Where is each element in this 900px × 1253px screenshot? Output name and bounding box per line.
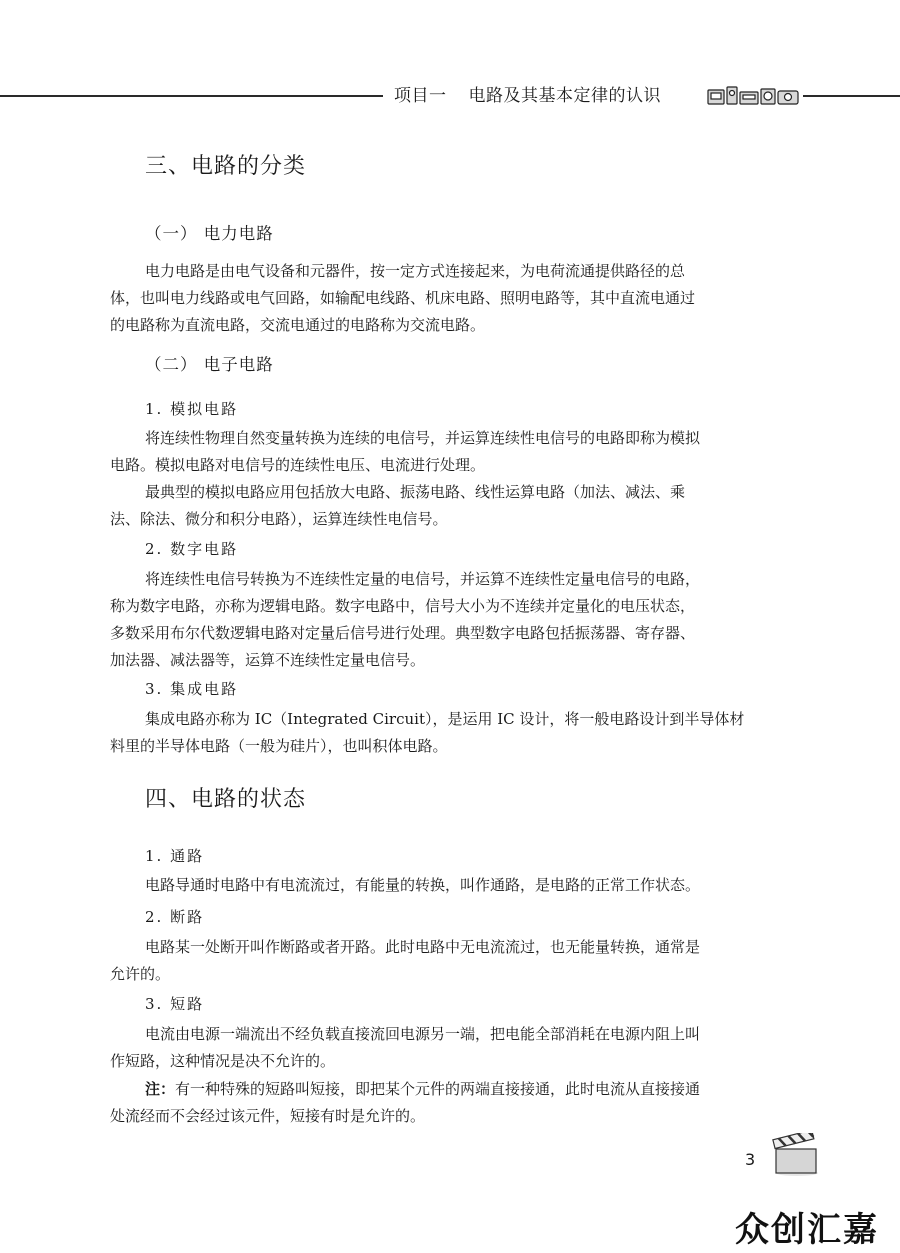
text-line: 作短路，这种情况是决不允许的。 [110, 1052, 336, 1070]
item-title-short-circuit: 3. 短路 [145, 995, 205, 1013]
paragraph-analog-1 [110, 425, 790, 479]
paragraph-ic [110, 706, 790, 760]
text-line: 多数采用布尔代数逻辑电路对定量后信号进行处理。典型数字电路包括振荡器、寄存器、 [110, 624, 696, 642]
item-title-open-circuit: 2. 断路 [145, 908, 205, 926]
section-title-states: 四、电路的状态 [145, 787, 307, 812]
note-paragraph [110, 1076, 790, 1130]
header-rule-right [803, 95, 900, 97]
paragraph-open-circuit [110, 934, 790, 988]
section-title-classification: 三、电路的分类 [145, 154, 307, 179]
header-equipment-icons [706, 84, 800, 108]
item-title-closed-circuit: 1. 通路 [145, 847, 205, 865]
text-line: 电力电路是由电气设备和元器件，按一定方式连接起来，为电荷流通提供路径的总 [145, 262, 686, 280]
text-line [110, 1076, 790, 1103]
paragraph-power-circuit [110, 258, 790, 339]
text-line: 加法器、减法器等，运算不连续性定量电信号。 [110, 651, 426, 669]
watermark-logo: 众创汇嘉 [735, 1210, 879, 1250]
text-line: 将连续性物理自然变量转换为连续的电信号，并运算连续性电信号的电路即称为模拟 [145, 429, 701, 447]
header-chapter: 电路及其基本定律的认识 [468, 86, 661, 106]
paragraph-analog-2 [110, 479, 790, 533]
text-line: 处流经而不会经过该元件，短接有时是允许的。 [110, 1107, 426, 1125]
text-line: 体，也叫电力线路或电气回路，如输配电线路、机床电路、照明电路等，其中直流电通过 [110, 289, 696, 307]
header-project: 项目一 [394, 86, 447, 106]
text-line: 法、除法、微分和积分电路），运算连续性电信号。 [110, 510, 448, 528]
header-rule-left [0, 95, 383, 97]
text-line: 电路。模拟电路对电信号的连续性电压、电流进行处理。 [110, 456, 486, 474]
item-title-digital: 2. 数字电路 [145, 540, 239, 558]
paragraph-digital [110, 566, 790, 674]
subsection-title-electronic-circuit: （二） 电子电路 [145, 355, 274, 374]
text-line: 集成电路亦称为 IC（Integrated Circuit），是运用 IC 设计，将一般电路设计到半导体材 [145, 710, 745, 728]
paragraph-closed-circuit [110, 872, 790, 899]
text-line: 允许的。 [110, 965, 171, 983]
text-line: 的电路称为直流电路，交流电通过的电路称为交流电路。 [110, 316, 486, 334]
text-line: 将连续性电信号转换为不连续性定量的电信号，并运算不连续性定量电信号的电路， [145, 570, 701, 588]
subsection-title-power-circuit: （一） 电力电路 [145, 224, 274, 243]
text-line: 料里的半导体电路（一般为硅片），也叫积体电路。 [110, 737, 448, 755]
page-number: 3 [745, 1150, 756, 1169]
text-line: 电路导通时电路中有电流流过，有能量的转换，叫作通路，是电路的正常工作状态。 [145, 876, 701, 894]
item-title-analog: 1. 模拟电路 [145, 400, 239, 418]
text-line: 最典型的模拟电路应用包括放大电路、振荡电路、线性运算电路（加法、减法、乘 [145, 483, 686, 501]
text-line: 电流由电源一端流出不经负载直接流回电源另一端，把电能全部消耗在电源内阻上叫 [145, 1025, 701, 1043]
text-line: 电路某一处断开叫作断路或者开路。此时电路中无电流流过，也无能量转换，通常是 [145, 938, 701, 956]
clapperboard-icon [771, 1133, 819, 1177]
note-label: 注： [145, 1080, 176, 1098]
item-title-ic: 3. 集成电路 [145, 680, 239, 698]
paragraph-short-circuit [110, 1021, 790, 1075]
text-line: 称为数字电路，亦称为逻辑电路。数字电路中，信号大小为不连续并定量化的电压状态， [110, 597, 696, 615]
note-text: 有一种特殊的短路叫短接，即把某个元件的两端直接接通，此时电流从直接接通 [175, 1080, 701, 1098]
running-header [394, 84, 661, 108]
